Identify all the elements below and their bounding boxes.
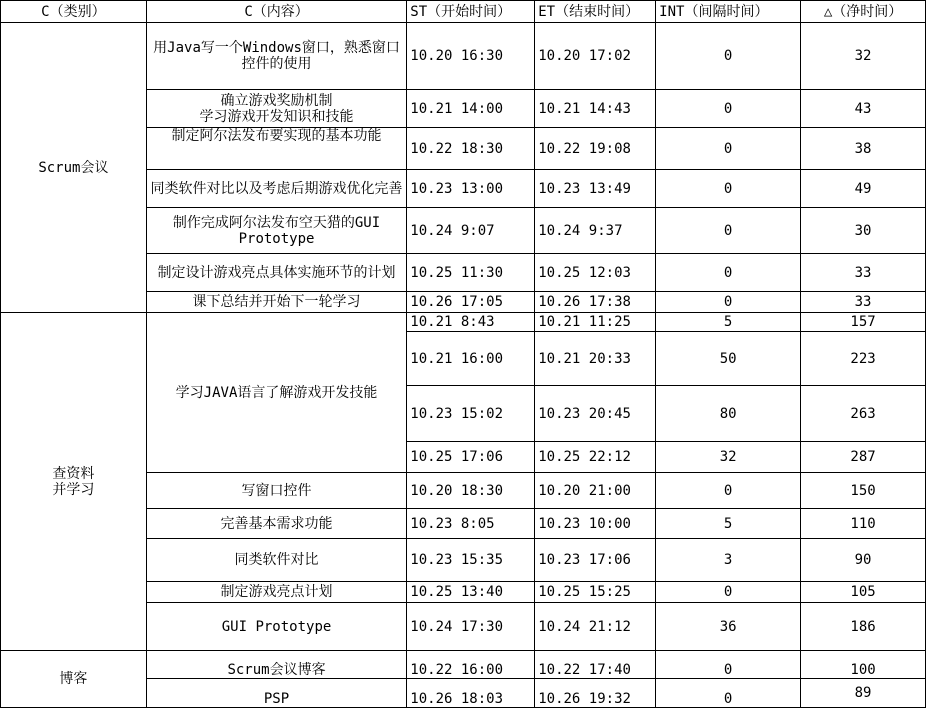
net-time-cell: 33 [801, 254, 926, 292]
interval-cell: 0 [656, 23, 801, 90]
start-time-cell: 10.22 18:30 [407, 128, 535, 170]
interval-cell: 5 [656, 313, 801, 332]
net-time-cell: 263 [801, 386, 926, 442]
start-time-cell: 10.25 13:40 [407, 582, 535, 603]
interval-cell: 0 [656, 582, 801, 603]
start-time-cell: 10.21 8:43 [407, 313, 535, 332]
start-time-cell: 10.23 15:35 [407, 539, 535, 582]
interval-cell: 36 [656, 603, 801, 651]
end-time-cell: 10.26 19:32 [535, 679, 656, 708]
content-cell: 完善基本需求功能 [146, 509, 407, 539]
net-time-cell: 150 [801, 473, 926, 509]
content-cell: 写窗口控件 [146, 473, 407, 509]
start-time-cell: 10.23 15:02 [407, 386, 535, 442]
interval-cell: 3 [656, 539, 801, 582]
end-time-cell: 10.25 15:25 [535, 582, 656, 603]
net-time-cell: 43 [801, 90, 926, 128]
start-time-cell: 10.23 13:00 [407, 170, 535, 208]
end-time-cell: 10.22 19:08 [535, 128, 656, 170]
content-cell: 同类软件对比以及考虑后期游戏优化完善 [146, 170, 407, 208]
net-time-cell: 287 [801, 442, 926, 473]
category-scrum: Scrum会议 [1, 23, 147, 313]
category-line: 并学习 [52, 481, 95, 498]
start-time-cell: 10.23 8:05 [407, 509, 535, 539]
net-time-cell: 90 [801, 539, 926, 582]
interval-cell: 5 [656, 509, 801, 539]
content-line: 学习游戏开发知识和技能 [199, 108, 354, 125]
header-net-time: △（净时间） [801, 1, 926, 23]
net-time-cell: 105 [801, 582, 926, 603]
start-time-cell: 10.25 11:30 [407, 254, 535, 292]
header-start-time: ST（开始时间） [407, 1, 535, 23]
content-cell: GUI Prototype [146, 603, 407, 651]
end-time-cell: 10.23 10:00 [535, 509, 656, 539]
net-time-cell: 157 [801, 313, 926, 332]
end-time-cell: 10.24 21:12 [535, 603, 656, 651]
end-time-cell: 10.26 17:38 [535, 292, 656, 313]
interval-cell: 0 [656, 170, 801, 208]
net-time-cell: 38 [801, 128, 926, 170]
table-row [1, 313, 926, 332]
end-time-cell: 10.25 12:03 [535, 254, 656, 292]
interval-cell: 80 [656, 386, 801, 442]
end-time-cell: 10.24 9:37 [535, 208, 656, 254]
start-time-cell: 10.21 14:00 [407, 90, 535, 128]
end-time-cell: 10.23 20:45 [535, 386, 656, 442]
interval-cell: 0 [656, 208, 801, 254]
content-cell: 同类软件对比 [146, 539, 407, 582]
net-time-cell: 32 [801, 23, 926, 90]
interval-cell: 0 [656, 651, 801, 679]
category-research [1, 313, 147, 651]
content-cell: 制定游戏亮点计划 [146, 582, 407, 603]
end-time-cell: 10.21 20:33 [535, 332, 656, 386]
end-time-cell: 10.23 17:06 [535, 539, 656, 582]
end-time-cell: 10.22 17:40 [535, 651, 656, 679]
start-time-cell: 10.26 17:05 [407, 292, 535, 313]
interval-cell: 0 [656, 128, 801, 170]
interval-cell: 32 [656, 442, 801, 473]
interval-cell: 50 [656, 332, 801, 386]
start-time-cell: 10.25 17:06 [407, 442, 535, 473]
interval-cell: 0 [656, 90, 801, 128]
end-time-cell: 10.25 22:12 [535, 442, 656, 473]
content-cell: PSP [146, 679, 407, 708]
start-time-cell: 10.24 9:07 [407, 208, 535, 254]
start-time-cell: 10.26 18:03 [407, 679, 535, 708]
content-cell: 用Java写一个Windows窗口，熟悉窗口控件的使用 [146, 23, 407, 90]
start-time-cell: 10.20 18:30 [407, 473, 535, 509]
interval-cell: 0 [656, 292, 801, 313]
end-time-cell: 10.21 11:25 [535, 313, 656, 332]
content-cell [146, 90, 407, 128]
end-time-cell: 10.23 13:49 [535, 170, 656, 208]
content-cell: 学习JAVA语言了解游戏开发技能 [146, 313, 407, 473]
net-time-cell: 33 [801, 292, 926, 313]
start-time-cell: 10.22 16:00 [407, 651, 535, 679]
table-row [1, 651, 926, 679]
header-row [1, 1, 926, 23]
interval-cell: 0 [656, 254, 801, 292]
interval-cell: 0 [656, 679, 801, 708]
content-cell: 课下总结并开始下一轮学习 [146, 292, 407, 313]
header-category: C（类别） [1, 1, 147, 23]
category-blog: 博客 [1, 651, 147, 708]
net-time-cell: 49 [801, 170, 926, 208]
start-time-cell: 10.20 16:30 [407, 23, 535, 90]
header-interval: INT（间隔时间） [656, 1, 801, 23]
header-content: C（内容） [146, 1, 407, 23]
category-line: 查资料 [52, 465, 95, 482]
start-time-cell: 10.21 16:00 [407, 332, 535, 386]
content-cell: Scrum会议博客 [146, 651, 407, 679]
content-line: 确立游戏奖励机制 [220, 92, 333, 109]
net-time-cell: 110 [801, 509, 926, 539]
content-cell: 制定设计游戏亮点具体实施环节的计划 [146, 254, 407, 292]
table-row [1, 23, 926, 90]
end-time-cell: 10.20 17:02 [535, 23, 656, 90]
net-time-cell: 30 [801, 208, 926, 254]
net-time-cell: 186 [801, 603, 926, 651]
header-end-time: ET（结束时间） [535, 1, 656, 23]
net-time-cell: 89 [801, 679, 926, 708]
end-time-cell: 10.21 14:43 [535, 90, 656, 128]
net-time-cell: 100 [801, 651, 926, 679]
interval-cell: 0 [656, 473, 801, 509]
start-time-cell: 10.24 17:30 [407, 603, 535, 651]
content-cell: 制作完成阿尔法发布空天猎的GUI Prototype [146, 208, 407, 254]
content-cell: 制定阿尔法发布要实现的基本功能 [146, 128, 407, 170]
net-time-cell: 223 [801, 332, 926, 386]
end-time-cell: 10.20 21:00 [535, 473, 656, 509]
